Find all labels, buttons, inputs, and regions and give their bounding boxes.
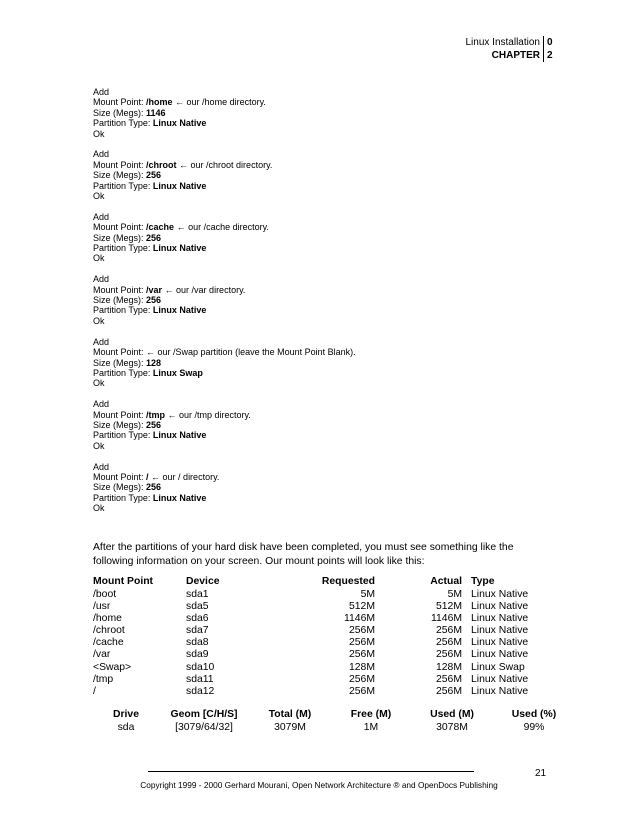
- column-header: Free (M): [350, 709, 392, 720]
- ok-line: Ok: [93, 440, 105, 451]
- table-row: [93, 589, 551, 601]
- ok-line: Ok: [93, 315, 105, 326]
- size-value: 256: [146, 232, 162, 243]
- mount-points-table: [93, 575, 551, 698]
- size-line: [93, 233, 553, 243]
- size-value: 256: [146, 419, 162, 430]
- partition-type-line: [93, 493, 553, 503]
- mount-point-note: ← our /home directory.: [172, 97, 266, 108]
- drive-cell: sda: [117, 722, 135, 733]
- type-cell: Linux Native: [471, 613, 529, 625]
- partition-step: [93, 149, 553, 201]
- partition-type-line: [93, 305, 553, 315]
- size-label: Size (Megs):: [93, 482, 147, 493]
- device-cell: sda11: [186, 673, 214, 685]
- mount-point-note: ← our /var directory.: [162, 284, 246, 295]
- mount-point-cell: /var: [93, 649, 111, 661]
- partition-type-label: Partition Type:: [93, 367, 153, 378]
- column-header: Geom [C/H/S]: [170, 709, 238, 720]
- mount-point-label: Mount Point:: [93, 284, 147, 295]
- partition-type-label: Partition Type:: [93, 243, 153, 254]
- mount-point-label: Mount Point:: [93, 222, 147, 233]
- device-cell: sda7: [186, 625, 209, 637]
- partition-type-label: Partition Type:: [93, 118, 153, 129]
- mount-point-note: ← our /Swap partition (leave the Mount Point Blank).: [146, 347, 356, 358]
- table-header-row: [93, 575, 551, 589]
- size-line: [93, 420, 553, 430]
- mount-point-label: Mount Point:: [93, 409, 147, 420]
- column-header: Mount Point: [93, 575, 154, 587]
- header-chapter-label: CHAPTER: [491, 50, 540, 61]
- type-cell: Linux Swap: [471, 661, 525, 673]
- column-header: Type: [471, 575, 495, 587]
- mount-point-line: [93, 285, 553, 295]
- partition-type-line: [93, 243, 553, 253]
- table-row: [93, 686, 551, 698]
- device-cell: sda6: [186, 613, 209, 625]
- mount-point-note: ← our /cache directory.: [174, 222, 269, 233]
- partition-type-label: Partition Type:: [93, 305, 153, 316]
- partition-type-value: Linux Native: [152, 305, 207, 316]
- requested-cell: 256M: [349, 625, 375, 637]
- ok-line: Ok: [93, 253, 105, 264]
- size-label: Size (Megs):: [93, 357, 147, 368]
- add-line: Add: [93, 211, 110, 222]
- mount-point-value: /tmp: [146, 409, 166, 420]
- actual-cell: 256M: [436, 625, 462, 637]
- mount-point-label: Mount Point:: [93, 471, 147, 482]
- header-chapter-number: [547, 36, 553, 62]
- column-header: Requested: [321, 575, 375, 587]
- table-row: [93, 674, 551, 686]
- body-paragraph: After the partitions of your hard disk have been completed, you must see something like the following information on your screen. Our mount points will look like this:: [93, 542, 514, 567]
- partition-type-value: Linux Native: [152, 243, 207, 254]
- mount-point-cell: <Swap>: [93, 661, 132, 673]
- mount-point-cell: /home: [93, 613, 122, 625]
- mount-point-value: /chroot: [146, 159, 177, 170]
- column-header: Used (M): [430, 709, 474, 720]
- partition-type-value: Linux Native: [152, 118, 207, 129]
- type-cell: Linux Native: [471, 637, 529, 649]
- mount-point-value: /: [146, 471, 149, 482]
- header-chapter-digit-1: 0: [547, 37, 553, 48]
- actual-cell: 512M: [436, 601, 462, 613]
- partition-step: [93, 399, 553, 451]
- column-header: Total (M): [268, 709, 312, 720]
- header-box: [466, 36, 545, 62]
- type-cell: Linux Native: [471, 649, 529, 661]
- size-value: 128: [146, 357, 162, 368]
- device-cell: sda12: [186, 685, 215, 697]
- running-header: [466, 36, 545, 62]
- partition-type-line: [93, 118, 553, 128]
- mount-point-line: [93, 222, 553, 232]
- actual-cell: 256M: [436, 685, 462, 697]
- size-label: Size (Megs):: [93, 419, 147, 430]
- add-line: Add: [93, 149, 110, 160]
- requested-cell: 256M: [349, 649, 375, 661]
- size-label: Size (Megs):: [93, 107, 147, 118]
- actual-cell: 1146M: [431, 613, 462, 625]
- size-line: [93, 170, 553, 180]
- column-header: Drive: [113, 709, 139, 720]
- table-row: [93, 649, 551, 661]
- partition-type-label: Partition Type:: [93, 492, 153, 503]
- partition-steps: [93, 87, 553, 524]
- requested-cell: 256M: [349, 637, 375, 649]
- used-cell: 3078M: [436, 722, 468, 733]
- size-value: 1146: [146, 107, 166, 118]
- mount-point-value: /var: [146, 284, 163, 295]
- table-row: [93, 601, 551, 613]
- device-cell: sda1: [186, 589, 209, 600]
- size-line: [93, 482, 553, 492]
- actual-cell: 5M: [447, 589, 462, 600]
- used-percent-cell: 99%: [523, 722, 545, 733]
- column-header: Actual: [430, 575, 462, 587]
- partition-type-line: [93, 368, 553, 378]
- ok-line: Ok: [93, 128, 105, 139]
- size-label: Size (Megs):: [93, 232, 147, 243]
- partition-type-value: Linux Native: [152, 492, 207, 503]
- requested-cell: 1146M: [344, 613, 375, 625]
- actual-cell: 256M: [436, 673, 462, 685]
- column-header: Used (%): [511, 709, 557, 720]
- table-row: [93, 721, 575, 734]
- requested-cell: 256M: [349, 685, 375, 697]
- actual-cell: 256M: [436, 637, 462, 649]
- mount-point-cell: /chroot: [93, 625, 125, 637]
- device-cell: sda5: [186, 601, 209, 613]
- mount-point-cell: /: [93, 685, 96, 697]
- partition-type-value: Linux Native: [152, 180, 207, 191]
- partition-type-line: [93, 181, 553, 191]
- table-row: [93, 625, 551, 637]
- footer-copyright: Copyright 1999 - 2000 Gerhard Mourani, Open Network Architecture ® and OpenDocs Publishing: [140, 780, 498, 790]
- size-value: 256: [146, 170, 162, 181]
- footer-rule: [148, 771, 474, 772]
- mount-point-note: ← our /tmp directory.: [165, 409, 251, 420]
- partition-type-value: Linux Swap: [152, 367, 203, 378]
- table-header-row: [93, 708, 575, 721]
- type-cell: Linux Native: [471, 685, 529, 697]
- partition-step: [93, 462, 553, 514]
- type-cell: Linux Native: [471, 589, 529, 600]
- mount-point-cell: /usr: [93, 601, 111, 613]
- size-line: [93, 295, 553, 305]
- requested-cell: 128M: [349, 661, 375, 673]
- ok-line: Ok: [93, 378, 105, 389]
- table-row: [93, 613, 551, 625]
- actual-cell: 128M: [436, 661, 462, 673]
- partition-step: [93, 87, 553, 139]
- partition-type-line: [93, 430, 553, 440]
- partition-type-value: Linux Native: [152, 430, 207, 441]
- device-cell: sda10: [186, 661, 215, 673]
- size-line: [93, 108, 553, 118]
- mount-point-value: /home: [146, 97, 173, 108]
- partition-type-label: Partition Type:: [93, 180, 153, 191]
- requested-cell: 512M: [349, 601, 375, 613]
- partition-step: [93, 337, 553, 389]
- mount-point-line: [93, 472, 553, 482]
- geometry-cell: [3079/64/32]: [175, 722, 233, 733]
- requested-cell: 256M: [349, 673, 375, 685]
- mount-point-label: Mount Point:: [93, 159, 147, 170]
- add-line: Add: [93, 461, 110, 472]
- partition-step: [93, 212, 553, 264]
- drive-summary-table: [93, 708, 575, 734]
- size-label: Size (Megs):: [93, 295, 147, 306]
- mount-point-line: [93, 410, 553, 420]
- mount-point-label: Mount Point:: [93, 347, 147, 358]
- size-label: Size (Megs):: [93, 170, 147, 181]
- mount-point-line: [93, 160, 553, 170]
- partition-step: [93, 274, 553, 326]
- add-line: Add: [93, 399, 110, 410]
- device-cell: sda9: [186, 649, 209, 661]
- header-chapter-digit-2: 2: [547, 50, 553, 61]
- table-row: [93, 662, 551, 674]
- ok-line: Ok: [93, 191, 105, 202]
- type-cell: Linux Native: [471, 601, 529, 613]
- device-cell: sda8: [186, 637, 209, 649]
- free-cell: 1M: [363, 722, 379, 733]
- total-cell: 3079M: [274, 722, 306, 733]
- partition-type-label: Partition Type:: [93, 430, 153, 441]
- add-line: Add: [93, 336, 110, 347]
- column-header: Device: [186, 575, 220, 587]
- ok-line: Ok: [93, 503, 105, 514]
- mount-point-cell: /cache: [93, 637, 124, 649]
- mount-point-line: [93, 97, 553, 107]
- page-number: 21: [535, 768, 547, 779]
- mount-point-cell: /tmp: [93, 673, 114, 685]
- mount-point-cell: /boot: [93, 589, 117, 600]
- mount-point-note: ← our / directory.: [148, 471, 220, 482]
- size-value: 256: [146, 295, 162, 306]
- type-cell: Linux Native: [471, 673, 529, 685]
- mount-point-label: Mount Point:: [93, 97, 147, 108]
- mount-point-line: [93, 347, 553, 357]
- mount-point-value: /cache: [146, 222, 175, 233]
- table-row: [93, 637, 551, 649]
- size-value: 256: [146, 482, 162, 493]
- add-line: Add: [93, 87, 110, 97]
- type-cell: Linux Native: [471, 625, 529, 637]
- size-line: [93, 358, 553, 368]
- actual-cell: 256M: [436, 649, 462, 661]
- header-chapter-title: Linux Installation: [465, 37, 540, 48]
- add-line: Add: [93, 274, 110, 285]
- requested-cell: 5M: [360, 589, 375, 600]
- mount-point-note: ← our /chroot directory.: [176, 159, 273, 170]
